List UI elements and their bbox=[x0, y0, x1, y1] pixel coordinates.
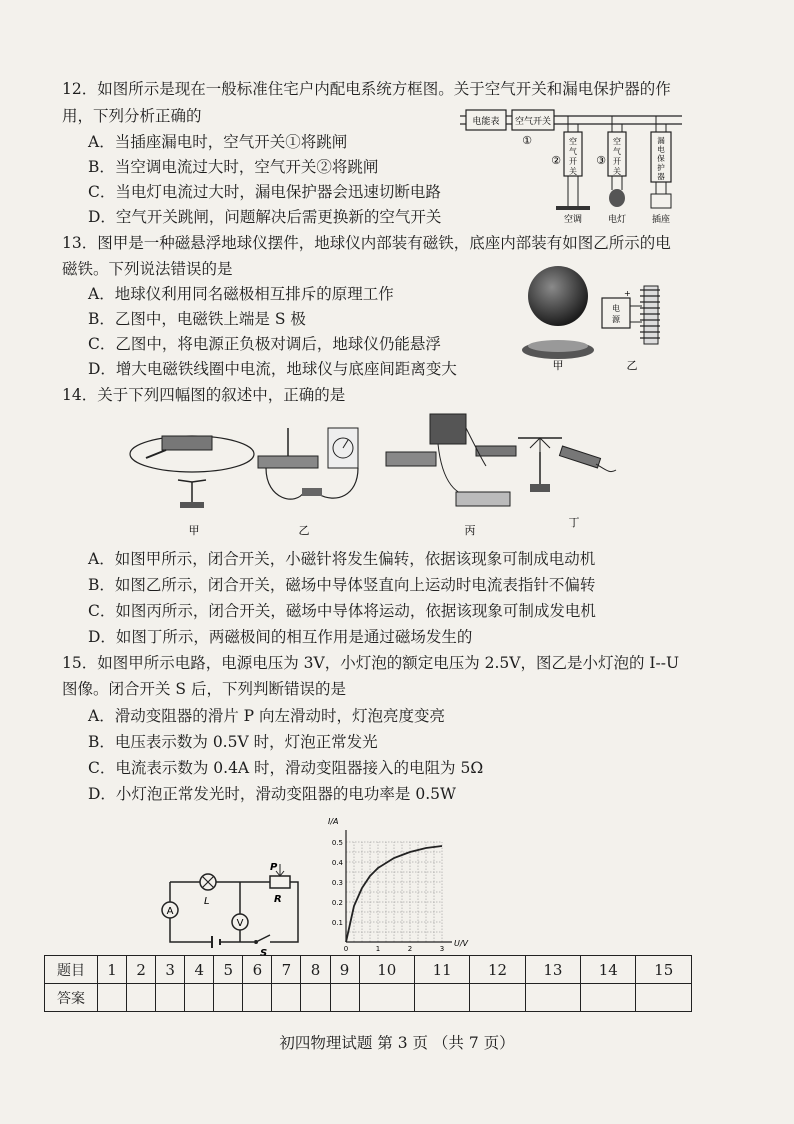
y-tick-label: 0.4 bbox=[331, 859, 343, 867]
q12-option-a: A．当插座漏电时，空气开关①将跳闸 bbox=[88, 133, 348, 151]
q14-option-c: C．如图丙所示，闭合开关，磁场中导体将运动，依据该现象可制成发电机 bbox=[88, 602, 596, 620]
answer-cell[interactable] bbox=[359, 984, 414, 1012]
battery-pack-icon bbox=[430, 414, 466, 444]
svg-text:气: 气 bbox=[569, 147, 577, 156]
answer-cell[interactable] bbox=[243, 984, 272, 1012]
q15-circuit-diagram bbox=[150, 860, 310, 959]
switch-symbol-icon bbox=[256, 935, 270, 942]
svg-text:关: 关 bbox=[613, 167, 621, 176]
q14-option-b: B．如图乙所示，闭合开关，磁场中导体竖直向上运动时电流表指针不偏转 bbox=[88, 576, 596, 594]
q13-option-c: C．乙图中，将电源正负极对调后，地球仪仍能悬浮 bbox=[88, 335, 441, 353]
y-tick-label: 0.2 bbox=[331, 899, 343, 907]
svg-text:+: + bbox=[624, 289, 631, 298]
x-tick-label: 3 bbox=[439, 945, 445, 953]
socket-label: 插座 bbox=[651, 215, 671, 225]
q15-iu-graph bbox=[318, 814, 478, 954]
switch-icon-c bbox=[476, 446, 516, 456]
answer-table-number: 3 bbox=[156, 956, 185, 984]
q14-option-a: A．如图甲所示，闭合开关，小磁针将发生偏转，依据该现象可制成电动机 bbox=[88, 550, 596, 568]
figure-jia-label: 甲 bbox=[552, 359, 564, 372]
page-footer: 初四物理试题 第 3 页 （共 7 页） bbox=[279, 1034, 515, 1052]
answer-cell[interactable] bbox=[330, 984, 359, 1012]
answer-table-number: 1 bbox=[98, 956, 127, 984]
y-tick-label: 0.1 bbox=[331, 919, 343, 927]
slider-label: P bbox=[270, 862, 278, 873]
q14-stem: 14．关于下列四幅图的叙述中，正确的是 bbox=[62, 386, 346, 404]
q13-stem-line1: 13．图甲是一种磁悬浮地球仪摆件，地球仪内部装有磁铁，底座内部装有如图乙所示的电 bbox=[62, 234, 671, 252]
answer-table-number: 11 bbox=[414, 956, 469, 984]
answer-table-number: 9 bbox=[330, 956, 359, 984]
y-tick-label: 0.3 bbox=[331, 879, 343, 887]
graph-ticks bbox=[332, 839, 444, 953]
q12-stem-line1: 12．如图所示是现在一般标准住宅户内配电系统方框图。关于空气开关和漏电保护器的作 bbox=[62, 80, 671, 98]
q13-option-d: D．增大电磁铁线圈中电流，地球仪与底座间距离变大 bbox=[88, 360, 457, 378]
graph-ylabel: I/A bbox=[328, 817, 339, 826]
svg-text:电: 电 bbox=[657, 145, 665, 154]
answer-table-number: 8 bbox=[301, 956, 330, 984]
q15-option-c: C．电流表示数为 0.4A 时，滑动变阻器接入的电阻为 5Ω bbox=[88, 759, 484, 777]
svg-text:保: 保 bbox=[657, 154, 665, 163]
q14-label-jia: 甲 bbox=[188, 524, 200, 537]
answer-cell[interactable] bbox=[301, 984, 330, 1012]
switch-icon-b bbox=[302, 488, 322, 496]
answer-table-header-label: 题目 bbox=[45, 956, 98, 984]
voltmeter-symbol-label: V bbox=[236, 918, 244, 929]
answer-cell[interactable] bbox=[214, 984, 243, 1012]
answer-cell[interactable] bbox=[414, 984, 469, 1012]
answer-table-number: 14 bbox=[581, 956, 636, 984]
answer-table bbox=[44, 955, 692, 1012]
rheostat-symbol-icon bbox=[270, 876, 290, 888]
answer-table-answer-row bbox=[45, 984, 692, 1012]
switch-symbol-label: S bbox=[260, 948, 268, 959]
socket-icon bbox=[651, 194, 671, 208]
answer-table-number: 15 bbox=[636, 956, 692, 984]
answer-cell[interactable] bbox=[127, 984, 156, 1012]
q15-option-d: D．小灯泡正常发光时，滑动变阻器的电功率是 0.5W bbox=[88, 785, 456, 803]
battery-symbol-icon bbox=[212, 936, 220, 948]
lamp-symbol-label: L bbox=[204, 896, 210, 907]
rheostat-symbol-label: R bbox=[274, 894, 282, 905]
q12-option-c: C．当电灯电流过大时，漏电保护器会迅速切断电路 bbox=[88, 183, 441, 201]
q13-stem-line2: 磁铁。下列说法错误的是 bbox=[62, 260, 233, 278]
answer-table-number: 7 bbox=[272, 956, 301, 984]
q12-stem-line2: 用，下列分析正确的 bbox=[62, 107, 202, 125]
q13-option-b: B．乙图中，电磁铁上端是 S 极 bbox=[88, 310, 306, 328]
ammeter-symbol-label: A bbox=[166, 906, 174, 917]
globe-icon bbox=[528, 266, 588, 326]
meter-label: 电能表 bbox=[472, 117, 500, 127]
battery-icon bbox=[162, 436, 212, 450]
answer-cell[interactable] bbox=[98, 984, 127, 1012]
q14-option-d: D．如图丁所示，两磁极间的相互作用是通过磁场发生的 bbox=[88, 628, 473, 646]
answer-table-number: 12 bbox=[470, 956, 525, 984]
q13-option-a: A．地球仪利用同名磁极相互排斥的原理工作 bbox=[88, 285, 394, 303]
q15-option-b: B．电压表示数为 0.5V 时，灯泡正常发光 bbox=[88, 733, 378, 751]
answer-cell[interactable] bbox=[470, 984, 525, 1012]
q12-option-b: B．当空调电流过大时，空气开关②将跳闸 bbox=[88, 158, 379, 176]
answer-cell[interactable] bbox=[525, 984, 580, 1012]
answer-table-number: 4 bbox=[185, 956, 214, 984]
switch-3-number: ③ bbox=[596, 154, 606, 167]
bar-magnet-icon bbox=[559, 446, 600, 468]
q13-figures bbox=[518, 262, 686, 374]
q14-figures bbox=[126, 408, 626, 538]
main-switch-label: 空气开关 bbox=[514, 117, 552, 127]
svg-text:电: 电 bbox=[612, 304, 620, 313]
q15-stem-line1: 15．如图甲所示电路，电源电压为 3V，小灯泡的额定电压为 2.5V，图乙是小灯泡的 I--U bbox=[62, 654, 680, 672]
switch-2-label: 空 bbox=[569, 137, 577, 146]
q14-label-ding: 丁 bbox=[568, 516, 580, 529]
leak-protector-label: 漏 bbox=[657, 136, 665, 145]
svg-text:源: 源 bbox=[612, 315, 620, 324]
answer-table-header-row bbox=[45, 956, 692, 984]
x-tick-label: 2 bbox=[407, 945, 413, 953]
ac-label: 空调 bbox=[563, 215, 583, 225]
svg-text:护: 护 bbox=[657, 163, 665, 172]
q12-distribution-diagram bbox=[460, 102, 686, 228]
compass-needle-icon bbox=[178, 480, 206, 482]
switch-3-label: 空 bbox=[613, 137, 621, 146]
x-tick-label: 1 bbox=[375, 945, 381, 953]
q15-option-a: A．滑动变阻器的滑片 P 向左滑动时，灯泡亮度变亮 bbox=[88, 707, 445, 725]
q15-stem-line2: 图像。闭合开关 S 后，下列判断错误的是 bbox=[62, 680, 346, 698]
answer-table-number: 6 bbox=[243, 956, 272, 984]
magnet-icon bbox=[258, 456, 318, 468]
figure-yi-label: 乙 bbox=[626, 359, 638, 372]
lamp-label: 电灯 bbox=[607, 215, 627, 225]
switch-2-number: ② bbox=[551, 154, 561, 167]
x-tick-label: 0 bbox=[343, 945, 349, 953]
answer-cell[interactable] bbox=[156, 984, 185, 1012]
answer-table-number: 2 bbox=[127, 956, 156, 984]
answer-cell[interactable] bbox=[272, 984, 301, 1012]
answer-table-number: 13 bbox=[525, 956, 580, 984]
svg-text:气: 气 bbox=[613, 147, 621, 156]
answer-cell[interactable] bbox=[636, 984, 692, 1012]
svg-text:器: 器 bbox=[657, 172, 665, 181]
switch-1-number: ① bbox=[522, 134, 532, 147]
q12-option-d: D．空气开关跳闸，问题解决后需更换新的空气开关 bbox=[88, 208, 442, 226]
svg-text:开: 开 bbox=[613, 157, 621, 166]
answer-table-answer-label: 答案 bbox=[45, 984, 98, 1012]
svg-text:开: 开 bbox=[569, 157, 577, 166]
rheostat-icon bbox=[456, 492, 510, 506]
answer-table-number: 5 bbox=[214, 956, 243, 984]
q14-label-yi: 乙 bbox=[298, 524, 310, 537]
electromagnet-core-icon bbox=[644, 286, 658, 344]
lamp-icon bbox=[609, 189, 625, 207]
answer-cell[interactable] bbox=[581, 984, 636, 1012]
answer-cell[interactable] bbox=[185, 984, 214, 1012]
graph-xlabel: U/V bbox=[454, 939, 469, 948]
svg-text:关: 关 bbox=[569, 167, 577, 176]
q14-label-bing: 丙 bbox=[464, 524, 476, 537]
y-tick-label: 0.5 bbox=[331, 839, 343, 847]
switch-icon bbox=[146, 450, 166, 458]
answer-table-number: 10 bbox=[359, 956, 414, 984]
